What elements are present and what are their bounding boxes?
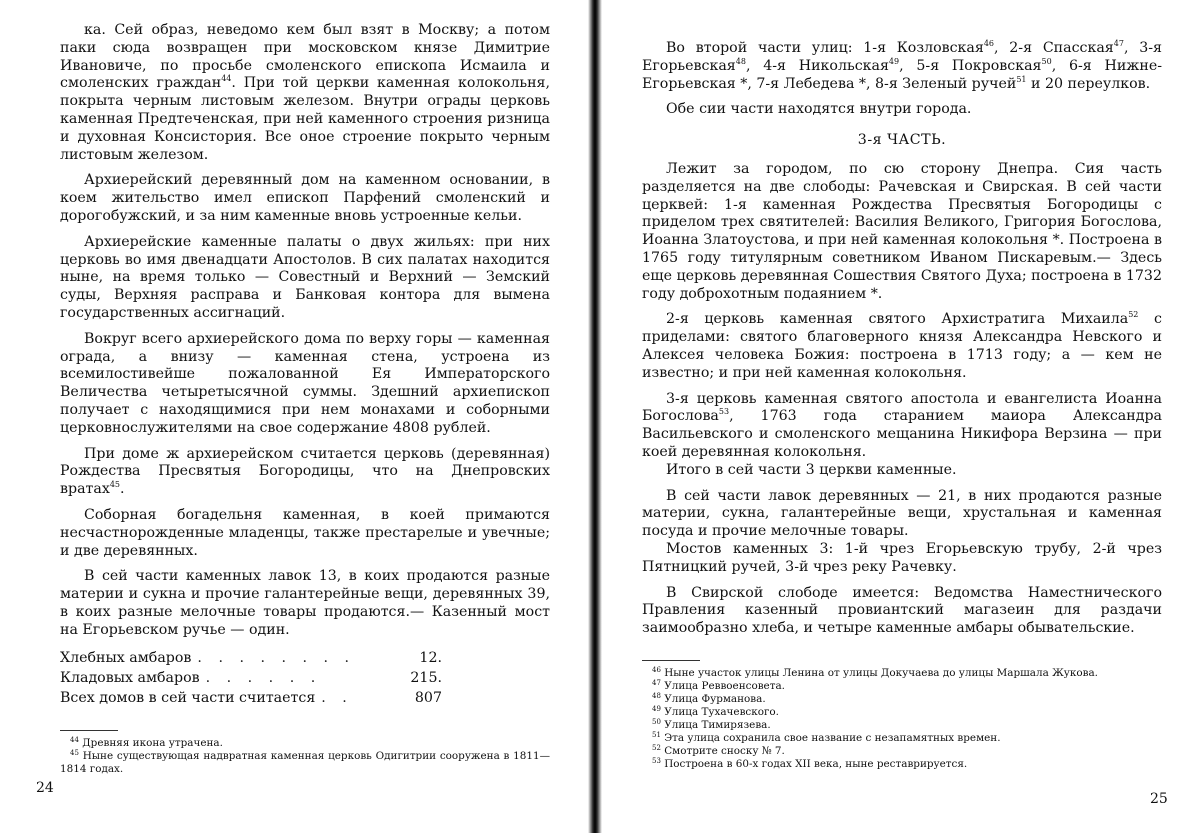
paragraph	[60, 568, 550, 639]
footnote-ref: 46	[983, 39, 995, 48]
footnote-text: Ныне участок улицы Ленина от улицы Докучаева до улицы Маршала Жукова.	[664, 666, 1098, 679]
paragraph	[642, 161, 1162, 303]
text-run: 2-я церковь каменная святого Архистратига Михаила	[666, 311, 1129, 328]
text-run: В Свирской слободе имеется: Ведомства Наместнического Правления казенный провиантский магазеин для раздачи заимообразно хлеба, и четыре каменные амбары обывательские.	[642, 584, 1162, 637]
paragraph	[60, 446, 550, 499]
footnote	[642, 745, 1162, 758]
footnote-number: 52	[652, 743, 661, 752]
text-run: с приделами: святого благоверного князя Александра Невского и Алексея человека Божия: построена в 1713 году; а — кем не известно; и при ней каменная колокольня.	[642, 311, 1162, 381]
footnote-rule	[642, 660, 700, 661]
footnote	[642, 680, 1162, 693]
left-paragraphs	[60, 22, 550, 640]
text-run: Обе сии части находятся внутри города.	[666, 101, 972, 118]
footnote-number: 51	[652, 730, 661, 739]
stat-label: Кладовых амбаров	[60, 669, 200, 686]
footnote-ref: 47	[1113, 39, 1124, 48]
text-run: Архиерейские каменные палаты о двух жильях: при них церковь во имя двенадцати Апостолов. В сих палатах находится ныне, на время только — Совестный и Верхний — Земский суды, Верхняя расправа и Банковая контора для вымена государственных ассигнаций.	[60, 233, 550, 321]
stat-row	[60, 688, 442, 708]
text-run: В сей части лавок деревянных — 21, в них продаются разные материи, сукна, галантерейные вещи, хрустальная и каменная посуда и прочие мелочные товары.	[642, 487, 1162, 540]
text-run: Лежит за городом, по сю сторону Днепра. Сия часть разделяется на две слободы: Рачевская и Свирская. В сей части церквей: 1-я каменная Рождества Пресвятыя Богородицы с приделом трех святителей: Василия Великого, Григория Богослова, Иоанна Златоустова, и при ней каменная колокольня *. Построена в 1765 году титулярным советником Иваном Пискаревым.— Здесь еще церковь деревянная Сошествия Святого Духа; построена в 1732 году доброхотным подаянием *.	[642, 160, 1162, 302]
left-page	[36, 0, 550, 833]
footnote-ref: 50	[1041, 56, 1052, 66]
text-run: Мостов каменных 3: 1-й чрез Егорьевскую трубу, 2-й чрез Пятницкий ручей, 3-й чрез реку Рачевку.	[642, 540, 1162, 575]
stat-value: 12.	[419, 649, 442, 666]
text-run: Во второй части улиц: 1-я Козловская	[666, 40, 984, 56]
text-run: ка. Сей образ, неведомо кем был взят в Москву; а потом паки сюда возвращен при московском князе Димитрие Ивановиче, по просьбе смоленского епископа Исмаила и смоленских граждан	[60, 22, 550, 92]
paragraph	[60, 234, 550, 323]
text-run: и 20 переулков.	[1026, 75, 1151, 92]
paragraph	[642, 391, 1162, 462]
paragraph	[642, 40, 1162, 93]
paragraph	[60, 172, 550, 225]
footnote	[642, 693, 1162, 706]
page-number-right: 25	[1150, 791, 1168, 807]
section-heading: 3-я ЧАСТЬ.	[857, 132, 947, 149]
stat-dots: . . . . . . . .	[197, 649, 356, 666]
footnote-ref: 44	[221, 74, 232, 84]
footnote	[642, 732, 1162, 745]
right-page	[642, 0, 1168, 833]
footnote-text: Улица Тимирязева.	[664, 718, 771, 731]
footnote-ref: 51	[1016, 74, 1027, 84]
text-run: , 3-я Егорьевская	[642, 40, 1162, 74]
footnote-number: 53	[652, 756, 661, 765]
footnote-number: 49	[652, 704, 661, 713]
footnote-text: Эта улица сохранила свое название с незапамятных времен.	[664, 731, 1001, 744]
text-run: В сей части каменных лавок 13, в коих продаются разные материи и сукна и прочие галантерейные вещи, деревянных 39, в коих разные мелочные товары продаются.— Казенный мост на Егорьевском ручье — один.	[60, 568, 550, 638]
footnote	[642, 758, 1162, 771]
footnote-number: 48	[652, 691, 661, 700]
stat-value: 807	[414, 689, 442, 706]
footnote	[642, 706, 1162, 719]
text-run: Вокруг всего архиерейского дома по верху горы — каменная ограда, а внизу — каменная стена, устроена из всемилостивейше пожалованной Ея Императорского Величества четыретысячной суммы. Здешний архиепископ получает с находящимися при нем монахами и соборными церковнослужителями на свое содержание 4808 рублей.	[60, 330, 550, 436]
right-page-body	[642, 40, 1162, 771]
footnote-number: 50	[652, 717, 661, 726]
text-run: Соборная богадельня каменная, в коей примаются несчастнорожденные младенцы, также престарелые и увечные; и две деревянных.	[60, 506, 550, 559]
text-run: Итого в сей части 3 церкви каменные.	[666, 461, 957, 478]
footnote-ref: 53	[718, 407, 730, 417]
footnote-text: Древняя икона утрачена.	[82, 736, 223, 749]
footnote-text: Улица Фурманова.	[664, 692, 766, 705]
text-run: , 6-я Нижне-Егорьевская *, 7-я Лебедева *, 8-я Зеленый ручей	[642, 57, 1163, 92]
paragraph	[60, 331, 550, 438]
footnote-text: Построена в 60-х годах XII века, ныне реставрируется.	[664, 757, 968, 770]
footnote-rule	[60, 730, 118, 731]
text-run: .	[120, 481, 125, 498]
book-gutter	[588, 0, 602, 833]
right-footnotes	[642, 667, 1162, 771]
stat-label: Хлебных амбаров	[60, 649, 192, 666]
paragraph	[642, 311, 1162, 382]
paragraph	[60, 22, 550, 164]
paragraph	[642, 462, 1162, 480]
footnote	[642, 719, 1162, 732]
text-run: Архиерейский деревянный дом на каменном основании, в коем жительство имел епископ Парфений смоленский и дорогобужский, и за ним каменные вновь устроенные кельи.	[60, 172, 550, 224]
footnote	[60, 737, 550, 750]
footnote-text: Улица Реввоенсовета.	[664, 679, 785, 692]
footnote-number: 46	[652, 665, 661, 674]
text-run: , 2-я Спасская	[994, 40, 1114, 56]
footnote-text: Ныне существующая надвратная каменная церковь Одигитрии сооружена в 1811—1814 годах.	[60, 749, 550, 775]
left-page-body	[60, 22, 550, 776]
stat-dots: . .	[321, 689, 353, 706]
text-run: , 5-я Покровская	[899, 57, 1042, 74]
stat-row	[60, 648, 442, 668]
stat-label: Всех домов в сей части считается	[60, 689, 316, 706]
paragraph	[642, 541, 1162, 577]
text-run: При доме ж архиерейском считается церковь (деревянная) Рождества Пресвятыя Богородицы, что на Днепровских вратах	[60, 445, 550, 498]
text-run: 3-я церковь каменная святого апостола и евангелиста Иоанна Богослова	[642, 390, 1162, 425]
footnote-ref: 52	[1128, 310, 1139, 320]
footnote-number: 47	[652, 678, 661, 687]
right-paragraphs-before	[642, 40, 1162, 119]
left-footnotes	[60, 737, 550, 776]
footnote-number: 45	[70, 748, 79, 757]
footnote-text: Улица Тухачевского.	[664, 705, 779, 718]
text-run: , 4-я Никольская	[745, 57, 889, 74]
paragraph	[60, 507, 550, 560]
stat-dots: . . . . . .	[205, 669, 322, 686]
paragraph	[642, 585, 1162, 638]
footnote-text: Смотрите сноску № 7.	[664, 744, 785, 757]
page-number-left: 24	[36, 780, 54, 796]
stat-row	[60, 668, 442, 688]
footnote-ref: 45	[109, 480, 121, 490]
footnote	[60, 750, 550, 776]
footnote-ref: 49	[888, 56, 900, 66]
footnote-number: 44	[70, 735, 79, 744]
footnote-ref: 48	[735, 56, 746, 66]
stats-list	[60, 648, 442, 708]
text-run: . При той церкви каменная колокольня, покрыта черным листовым железом. Внутри ограды церковь каменная Предтеченская, при ней каменного строения ризница и духовная Консистория. Все оное строение покрыто черным листовым железом.	[60, 75, 550, 163]
footnote	[642, 667, 1162, 680]
stat-value: 215.	[410, 669, 442, 686]
text-run: , 1763 года старанием маиора Александра Васильевского и смоленского мещанина Никифора Верзина — при коей деревянная колокольня.	[642, 408, 1162, 460]
paragraph	[642, 488, 1162, 541]
right-paragraphs-after	[642, 161, 1162, 638]
paragraph	[642, 101, 1162, 119]
